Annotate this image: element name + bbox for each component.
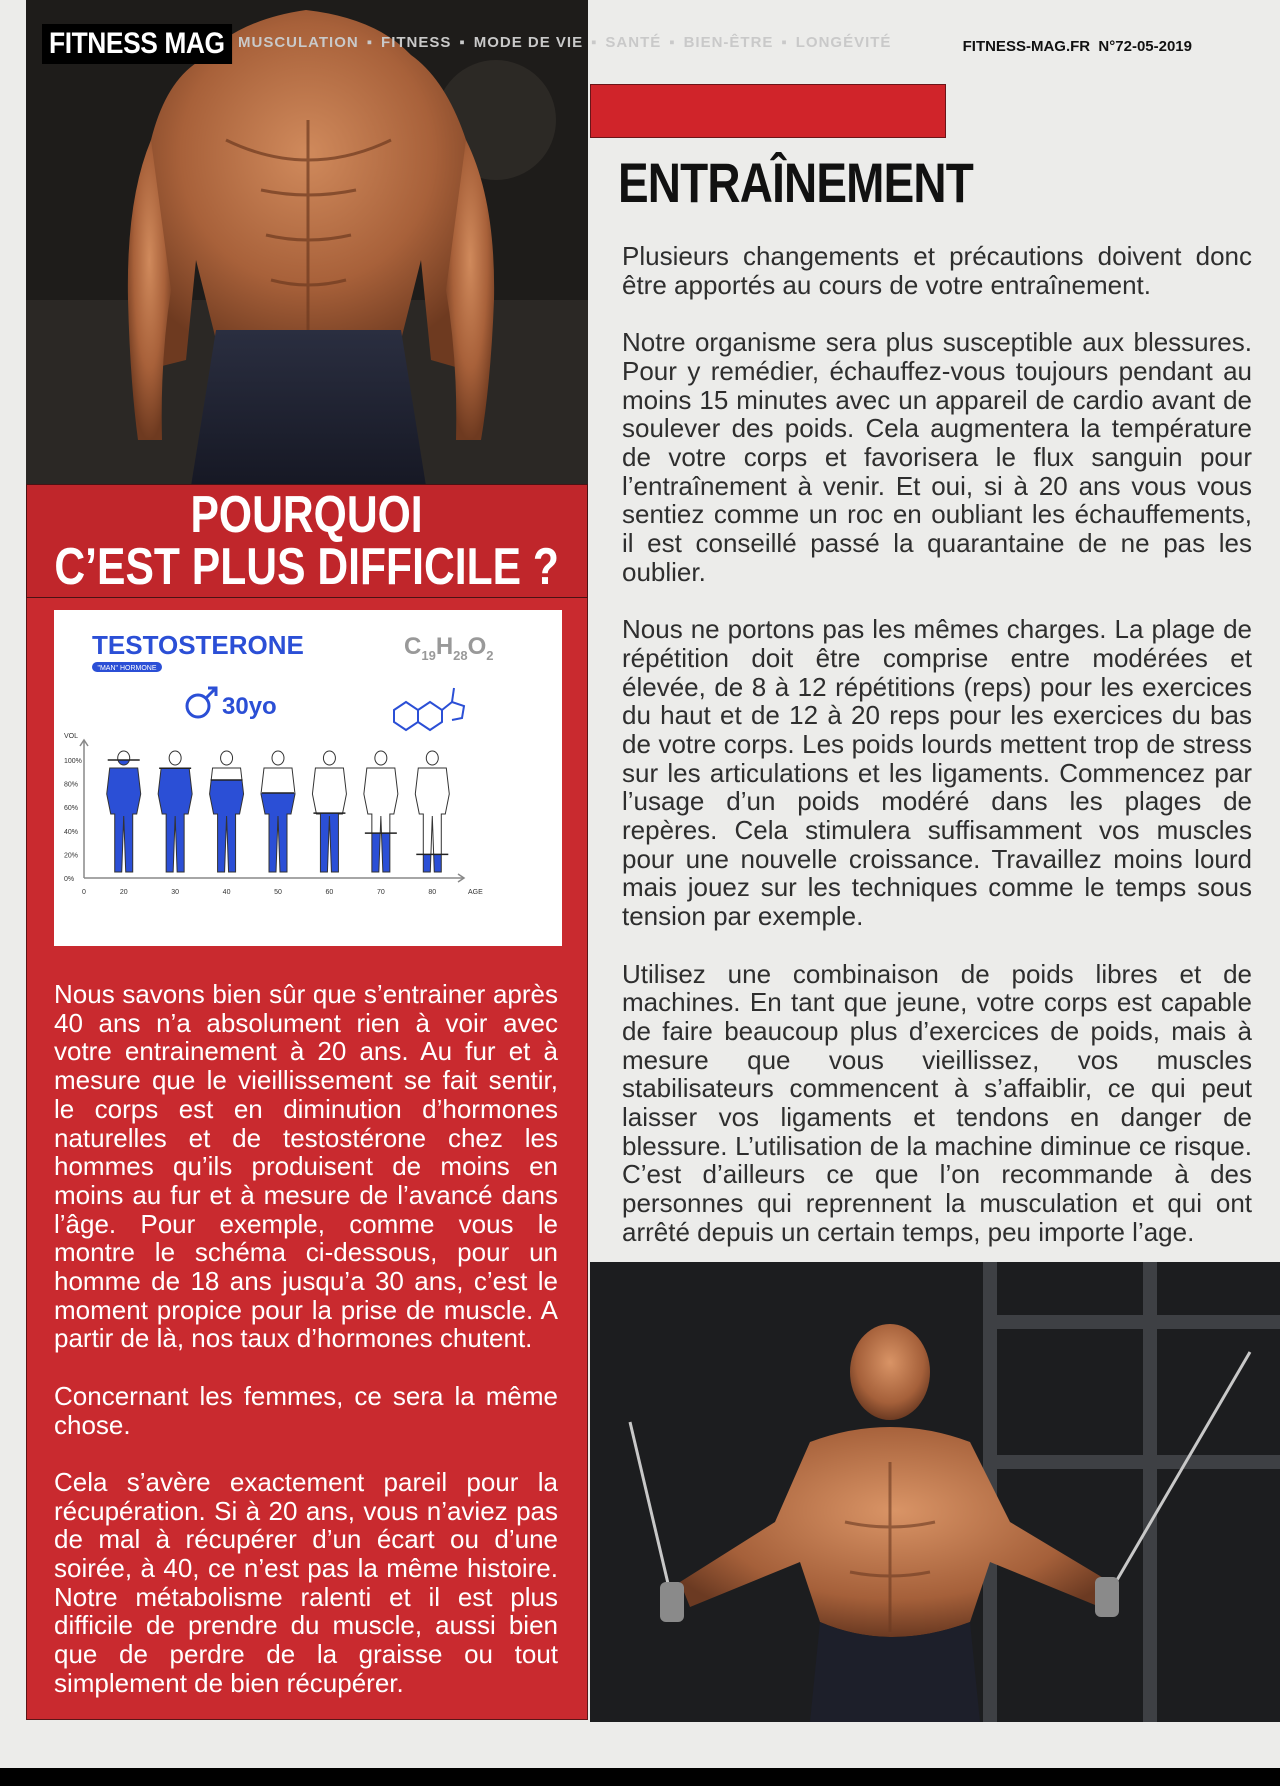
hero-photo-illustration: [26, 0, 588, 486]
body-figure: [364, 751, 398, 872]
x-tick-label: 20: [119, 889, 128, 896]
body-figure: [210, 751, 244, 872]
body-figure: [312, 751, 346, 872]
chart-formula: $C_{19}H_{28}O_2$: [404, 633, 494, 663]
figure-fill: [158, 751, 192, 872]
nav-item-musculation: MUSCULATION: [238, 34, 359, 51]
magazine-logo: FITNESS MAG: [42, 24, 232, 64]
y-tick-label: 0%: [64, 876, 75, 883]
nav-item-sante: SANTÉ: [605, 34, 662, 51]
right-paragraph: Utilisez une combinaison de poids libres et de machines. En tant que jeune, votre corps est capable de faire beaucoup plus d’exercices de poids, mais à mesure que vous vieillissez, vos muscles stabilisateurs commencent à s’affaiblir, ce qui peut laisser vos ligaments et tendons en danger de blessure. L’utilisation de la machine diminue ce risque. C’est d’ailleurs ce que l’on recommande à des personnes qui reprennent la musculation et qui ont arrêté depuis un certain temps, peu importe l’age.: [622, 958, 1252, 1247]
right-paragraph: Plusieurs changements et précautions doivent donc être apportés au cours de votre entraînement.: [622, 241, 1252, 300]
right-article-body: [622, 242, 1252, 1275]
chart-age-badge: 30yo: [222, 693, 277, 720]
figure-fill: [210, 751, 244, 872]
male-symbol-icon: [187, 688, 216, 717]
nav-item-bien-etre: BIEN-ÊTRE: [683, 34, 774, 51]
y-tick-label: 80%: [64, 781, 79, 789]
testosterone-chart: [54, 610, 562, 946]
x-tick-label: 50: [274, 889, 282, 896]
y-axis-label: VOL: [64, 733, 79, 740]
figure-fill: [107, 751, 141, 872]
section-color-bar: [590, 84, 946, 138]
left-paragraph: Nous savons bien sûr que s’entrainer après 40 ans n’a absolument rien à voir avec votre entrainement à 20 ans. Au fur et à mesure que le vieillissement se fait sentir, le corps est en diminution d’hormones naturelles et de testostérone chez les hommes qu’ils produisent de moins en moins au fur et à mesure de l’avancé dans l’âge. Pour exemple, comme vous le montre le schéma ci-dessous, pour un homme de 18 ans jusqu’a 30 ans, c’est le moment propice pour la prise de muscle. A partir de là, nos taux d’hormones chutent.: [54, 979, 558, 1354]
testosterone-chart-svg: [54, 610, 562, 946]
nav-item-mode-de-vie: MODE DE VIE: [473, 34, 584, 51]
x-axis-label: AGE: [468, 889, 483, 896]
y-tick-label: 20%: [64, 852, 79, 860]
right-paragraph: Notre organisme sera plus susceptible aux blessures. Pour y remédier, échauffez-vous toujours pendant au moins 15 minutes avec un appareil de cardio avant de soulever des poids. Cela augmentera la température de votre corps et favorisera le flux sanguin pour l’entraînement à venir. Et oui, si à 20 ans vous vous sentiez comme un roc en oubliant les échauffements, il est conseillé passé la quarantaine de ne pas les oublier.: [622, 327, 1252, 587]
cable-exercise-illustration: [590, 1262, 1280, 1722]
x-tick-label: 70: [376, 889, 385, 896]
chart-title: TESTOSTERONE: [92, 630, 304, 660]
x-tick-label: 60: [325, 889, 334, 896]
molecule-icon: [394, 688, 464, 730]
x-tick-label: 80: [428, 889, 437, 896]
nav-separator: ▪: [591, 34, 598, 51]
body-figure: [107, 751, 141, 872]
body-figure: [415, 751, 449, 872]
left-article-body: [54, 980, 558, 1726]
left-paragraph: Concernant les femmes, ce sera la même chose.: [54, 1380, 558, 1440]
body-figure: [261, 751, 295, 872]
section-nav: [238, 34, 891, 51]
x-tick-label: 30: [171, 889, 180, 896]
nav-item-fitness: FITNESS: [381, 34, 452, 51]
y-tick-label: 100%: [64, 758, 82, 765]
nav-separator: ▪: [781, 34, 788, 51]
y-tick-label: 40%: [64, 828, 79, 836]
headline-line-1: POURQUOI: [190, 486, 424, 544]
right-paragraph: Nous ne portons pas les mêmes charges. La plage de répétition doit être comprise entre modérées et élevée, de 8 à 12 répétitions (reps) pour les exercices du haut et de 12 à 20 reps pour les exercices du bas de votre corps. Les poids lourds mettent trop de stress sur les articulations et les ligaments. Commencez par l’usage d’un poids modéré dans les plages de repères. Cela stimulera suffisamment vos muscles pour une nouvelle croissance. Travaillez moins lourd mais jouez sur les techniques comme le temps sous tension par exemple.: [622, 614, 1252, 932]
x-tick-label: 0: [82, 889, 86, 896]
x-tick-label: 40: [222, 889, 231, 896]
body-figure: [158, 751, 192, 872]
headline-box: [26, 484, 588, 598]
figure-outline: [364, 751, 398, 872]
headline-line-2: C’EST PLUS DIFFICILE ?: [54, 538, 560, 596]
left-paragraph: Cela s’avère exactement pareil pour la récupération. Si à 20 ans, vous n’aviez pas de mal à récupérer d’un écart ou d’une soirée, à 40, ce n’est pas la même histoire. Notre métabolisme ralenti et il est plus difficile de prendre du muscle, aussi bien que de perdre de la graisse ou tout simplement de bien récupérer.: [54, 1466, 558, 1698]
nav-separator: ▪: [459, 34, 466, 51]
nav-item-longevite: LONGÉVITÉ: [795, 34, 892, 51]
nav-separator: ▪: [669, 34, 676, 51]
figure-outline: [312, 751, 346, 872]
nav-separator: ▪: [366, 34, 374, 51]
chart-figures: [107, 751, 450, 872]
issue-number: FITNESS-MAG.FR N°72-05-2019: [962, 38, 1192, 55]
section-title: ENTRAÎNEMENT: [618, 151, 973, 214]
figure-fill: [261, 751, 295, 872]
figure-fill: [312, 751, 346, 872]
cable-exercise-photo: [590, 1262, 1280, 1722]
y-tick-label: 60%: [64, 805, 79, 813]
figure-fill: [364, 751, 398, 872]
chart-subtitle: "MAN" HORMONE: [97, 665, 157, 672]
page-footer-bar: [0, 1768, 1280, 1786]
hero-photo: [26, 0, 588, 486]
